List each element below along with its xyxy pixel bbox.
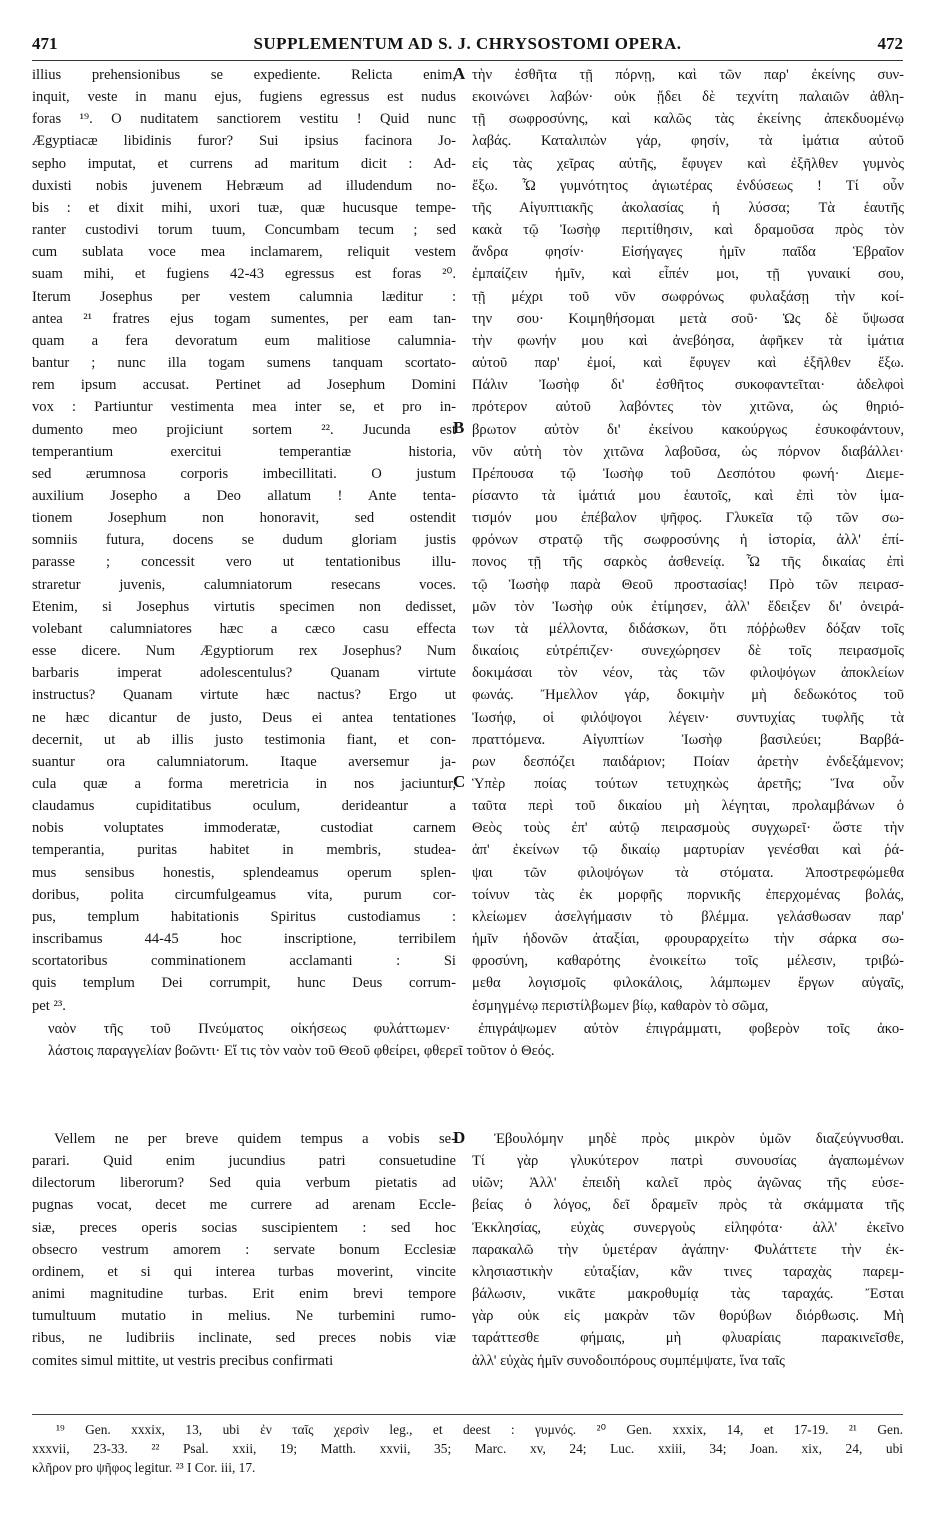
latin-text-line: illius prehensionibus se expediente. Relicta enim, [32,67,456,83]
greek-text-line: τῇ μέχρι τοῦ νῦν σωφρόνως φυλαξάσῃ τὴν κοί- [472,288,904,305]
latin-text-line: decernit, ut ab illis justo testimonia fiant, et con- [32,731,456,748]
greek-text-line: Ἐβουλόμην μηδὲ πρὸς μικρὸν ὑμῶν διαζεύγνυσθαι. [494,1131,904,1147]
greek-text-line: πονος τῇ τῆς σαρκὸς ἀσθενείᾳ. Ὦ τῆς δικαίας ἐπὶ [472,554,904,571]
latin-text-line: parari. Quid enim jucundius patri consuetudine [32,1153,456,1170]
latin-text-line: ne hæc dicantur de justo, Deus ei antea tentationes [32,709,456,726]
latin-text-line: bis : et dixit mihi, uxori tuæ, quæ hucusque tempe- [32,199,456,216]
latin-column-top [32,64,456,1017]
latin-text-line: esse dicere. Num Ægyptiorum rex Josephus? Num [32,643,456,660]
latin-text-line: vox : Partiuntur vestimenta mea inter se, et pro in- [32,399,456,416]
greek-text-line: βρωτον αὐτὸν δι' ἐκείνου κακούργως ἐσυκοφάντουν, [472,421,904,438]
latin-text-line: antea ²¹ fratres ejus togam sumentes, per eam tan- [32,310,456,327]
latin-text-line: nobis voluptates immoderatæ, custodiat carnem [32,820,456,837]
greek-text-line: υἱῶν; Ἀλλ' ἐπειδὴ καλεῖ πρὸς ἀγῶνας τῆς εὐσε- [472,1175,904,1192]
greek-text-line: κλησιαστικὴν εὐταξίαν, κἂν τινες ταραχὰς παρεμ- [472,1263,904,1280]
page-header [32,34,903,61]
greek-text-line: ἐμπαίζειν ἡμῖν, καὶ εἶπέν μοι, τῇ γυναικί σου, [472,266,904,283]
latin-text-line: auxilium Josepho a Deo allatum ! Ante tenta- [32,487,456,504]
latin-text-line: foras ¹⁹. O nuditatem sanctiorem vestitu ! Quid nunc [32,111,456,128]
greek-text-line: ἀλλ' εὐχὰς ἡμῖν συνοδοιπόρους συμπέμψατε, ἵνα ταῖς [472,1352,785,1369]
greek-text-line: παρακαλῶ τὴν ὑμετέραν ἀγάπην· Φυλάττετε τὴν ἐκ- [472,1241,904,1258]
footnote-line: ¹⁹ Gen. xxxix, 13, ubi ἐν ταῖς χερσὶν leg., et deest : γυμνός. ²⁰ Gen. xxxix, 14, et 17-19. ²¹ Gen. [56,1422,903,1437]
running-title: SUPPLEMENTUM AD S. J. CHRYSOSTOMI OPERA. [253,34,682,53]
greek-text-line: εἰς τὰς χεῖρας αὐτῆς, ἔφυγεν καὶ ἐξῆλθεν γυμνὸς [472,155,904,172]
section-marker-a: A [453,64,466,83]
latin-text-line: quam a fera devoratum eum malitiose calumnia- [32,332,456,349]
page-number-right: 472 [877,34,903,53]
greek-text-line: την σου· Κοιμηθήσομαι μετὰ σοῦ· Ὡς δὲ ὕψωσα [472,310,904,327]
latin-text-line: animi magnitudine turbas. Erit enim brevi tempore [32,1286,456,1303]
latin-text-line: doribus, polita circumfulgeamus vita, purum cor- [32,886,456,903]
greek-text-line: τὴν φωνήν μου καὶ ἀνεβόησα, ἀφῆκεν τὰ ἱμάτια [472,332,904,349]
latin-text-line: instructus? Quanam virtute hæc nactus? Ergo ut [32,687,456,704]
greek-text-line: τοίνυν τὰς ἐκ μορφῆς πορνικῆς ἐπερχομένας βολάς, [472,886,904,903]
latin-text-line: duxisti nobis juvenem Hebræum ad illudendum no- [32,177,456,194]
greek-text-line: Ὑπὲρ ποίας τούτων τετυχηκὼς ἀρετῆς; Ἵνα οὖν [472,776,904,792]
footnote-line: κλῆρον pro ψῆφος legitur. ²³ I Cor. iii, 17. [32,1460,256,1475]
greek-text-line: φρόνων στρατῷ τῆς σωφροσύνης ἡ ἱστορία, ἀλλ' ἐπί- [472,532,904,549]
latin-text-line: inscribamus 44-45 hoc inscriptione, terribilem [32,931,456,948]
section-marker-c: C [453,772,466,791]
greek-spanning-text [48,1018,904,1062]
greek-text-line: ρων δεσπόζει παιδάριον; Ποίαν ἀρετὴν ἐνδεξάμενον; [472,753,904,770]
greek-text-line: των τὰ μέλλοντα, διδάσκων, ὅτι πόῤῥωθεν δόξαν τοῖς [472,620,904,637]
greek-text-line: Τί γὰρ γλυκύτερον πατρὶ συνουσίας ἀγαπωμένων [472,1153,904,1170]
latin-text-line: tionem Josephum non honoravit, sed ostendit [32,510,456,527]
greek-text-line: ρίσαντο τὰ ἱμάτιά μου ἑαυτοῖς, καὶ ἐπὶ τὸν ἱμα- [472,487,904,504]
latin-text-line: bantur ; nunc illa togam sumens tanquam scortato- [32,355,456,372]
latin-text-line: suantur ora calumniatorum. Itaque aversemur ja- [32,753,456,770]
latin-text-line: somniis futura, docens se dudum gloriam justis [32,532,456,549]
latin-column-bottom [32,1128,456,1372]
greek-span-text-line: λάστοις παραγγελίαν βοῶντι· Εἴ τις τὸν ναὸν τοῦ Θεοῦ φθείρει, φθερεῖ τοῦτον ὁ Θεός. [48,1043,555,1059]
greek-text-line: Ἰωσήφ, οἱ φιλόψογοι λέγειν· συντυχίας τυφλῆς τὰ [472,709,904,726]
latin-text-line: pet ²³. [32,997,66,1014]
greek-text-line: Θεὸς τοὺς ἐπ' αὐτῷ πειρασμοὺς συγχωρεῖ· ὥστε τὴν [472,820,904,837]
section-marker-b: B [453,418,465,437]
latin-text-line: sed ærumnosa corporis imbecillitati. O justum [32,465,456,482]
greek-text-line: φροσύνη, καθαρότης ἐνοικείτω τοῖς μέλεσιν, τριβώ- [472,953,904,970]
greek-text-line: ταῦτα περὶ τοῦ δικαίου μὴ λέγηται, προλαμβάνων ὁ [472,798,904,815]
greek-text-line: κακὰ τῷ Ἰωσὴφ περιτίθησιν, καὶ δραμοῦσα πρὸς τὸν [472,222,904,239]
greek-text-line: πραττόμενα. Αἰγυπτίων Ἰωσὴφ βασιλεύει; Βαρβά- [472,731,904,748]
greek-text-line: πρότερον αὐτοῦ λαβόντες τὸν χιτῶνα, ὡς θηριό- [472,399,904,416]
greek-text-line: μῶν τὸν Ἰωσὴφ οὐκ ἐτίμησεν, ἀλλ' ἔδειξεν δι' ὀνειρά- [472,598,904,615]
greek-text-line: βάλωσιν, νικᾶτε μακροθυμίᾳ τὰς ταραχάς. Ἔσται [472,1286,904,1303]
latin-text-line: ranter custodivi torum tuum, Concumbam tecum ; sed [32,222,456,239]
greek-text-line: ἀπ' ἐκείνων τῷ δικαίῳ μαρτυρίαν γενέσθαι καὶ ῥά- [472,842,904,859]
latin-text-line: Etenim, si Josephus virtutis specimen non dedisset, [32,598,456,615]
greek-text-line: δικαίοις εὐτρέπιζεν· συνεχώρησεν δὲ τοῖς πειρασμοῖς [472,643,904,660]
greek-text-line: τῷ Ἰωσὴφ παρὰ Θεοῦ προστασίας! Πρὸ τῶν πειρασ- [472,576,904,593]
latin-text-line: temperantium exercitui temperantiæ historia, [32,443,456,460]
greek-text-line: ψαι τῶν φιλοψόγων τὰ στόματα. Ἀποστρεφώμεθα [472,864,904,881]
greek-text-line: μεθα λογισμοῖς φιλοκάλοις, λάμπωμεν ἔργων αὐγαῖς, [472,975,904,992]
latin-text-line: barbaris imperat adolescentulus? Quanam virtute [32,665,456,682]
greek-text-line: βείας ὁ λόγος, δεῖ δραμεῖν πρὸς τὰ σκάμματα τῆς [472,1197,904,1214]
greek-text-line: ἔξω. Ὦ γυμνότητος ἁγιωτέρας ἐνδύσεως ! Τί οὖν [472,177,904,194]
latin-text-line: tumultuum mutatio in melius. Ne turbemini rumo- [32,1308,456,1325]
greek-text-line: τὴν ἐσθῆτα τῇ πόρνῃ, καὶ τῶν παρ' ἐκείνης συν- [472,67,904,83]
greek-text-line: ταράττεσθε φήμαις, μὴ φλυαρίαις παρακινεῖσθε, [472,1330,904,1347]
greek-text-line: λαβάς. Καταλιπὼν γάρ, φησίν, τὰ ἱμάτια αὐτοῦ [472,133,904,150]
latin-text-line: cum sublata voce mea inclamarem, reliquit vestem [32,244,456,261]
greek-text-line: δοκιμάσαι τὸν νέον, τὰς τῶν φιλοψόγων ἀποκλείων [472,665,904,682]
greek-text-line: φωνάς. Ἤμελλον γάρ, δοκιμὴν μὴ δεδωκότος τοῦ [472,687,904,704]
latin-text-line: pus, templum habitationis Spiritus custodiamus : [32,908,456,925]
greek-text-line: τῇ σωφροσύνης, καὶ καλῶς τὰς ἐκείνης ἀπεκδυομένῳ [472,111,904,128]
latin-text-line: rem ipsum accusat. Pertinet ad Josephum Domini [32,377,456,394]
greek-span-text-line: ναὸν τῆς τοῦ Πνεύματος οἰκήσεως φυλάττωμεν· ἐπιγράψωμεν αὐτὸν ἐπιγράμματι, φοβερὸν τοῖς ἀκο- [48,1021,904,1037]
latin-text-line: Iterum Josephus per vestem calumnia læditur : [32,288,456,305]
latin-text-line: siæ, preces operis socias suscipientem : sed hoc [32,1219,456,1236]
greek-column-top [472,64,904,1017]
greek-text-line: κλείωμεν ἀσελγήμασιν τὸ βλέμμα. γελάσθωσαν παρ' [472,908,904,925]
greek-column-bottom [472,1128,904,1372]
latin-text-line: cula quæ a forma meretricia in nos jaciuntur, [32,776,456,792]
page-number-left: 471 [32,34,58,53]
latin-text-line: inquit, veste in manu ejus, fugiens egressus est nudus [32,89,456,106]
latin-text-line: scortatoribus comminationem acclamanti : Si [32,953,456,970]
footnotes [32,1420,903,1477]
latin-text-line: suam mihi, et fugiens 42-43 egressus est foras ²⁰. [32,266,456,283]
greek-text-line: ἐσμηγμένῳ περιστίλβωμεν βίῳ, καθαρὸν τὸ σῶμα, [472,997,769,1014]
latin-text-line: mus sensibus honestis, splendeamus operum splen- [32,864,456,881]
greek-text-line: εκοινώνει λαβών· οὐκ ᾔδει δὲ τεχνίτη παλαιῶν ἀθλη- [472,89,904,106]
latin-text-line: ordinem, et si qui interea turbas moverint, vincite [32,1263,456,1280]
footnote-line: xxxvii, 23-33. ²² Psal. xxii, 19; Matth. xxvii, 35; Marc. xv, 24; Luc. xxiii, 34; Joan. xix, 24, ubi [32,1441,903,1456]
latin-text-line: Ægyptiacæ libidinis furor? Sui ipsius facinora Jo- [32,133,456,150]
greek-text-line: αὐτοῦ παρ' ἐμοί, καὶ ἔφυγεν καὶ ἐξῆλθεν ἔξω. [472,355,904,372]
latin-text-line: dumento meo projiciunt sortem ²². Jucunda est [32,421,456,438]
greek-text-line: Πάλιν Ἰωσὴφ δι' ἐσθῆτος συκοφαντεῖται· ἀδελφοὶ [472,377,904,394]
greek-text-line: ἡμῖν ἡδονῶν ἀταξίαι, φρουραρχείτω τὴν σάρκα σω- [472,931,904,948]
greek-text-line: Πρέπουσα τῷ Ἰωσὴφ τοῦ Δεσπότου φωνή· Διεμε- [472,465,904,482]
latin-text-line: comites simul mittite, ut vestris precibus confirmati [32,1352,334,1369]
latin-text-line: volebant calumniatores hæc a cæco casu effecta [32,620,456,637]
latin-text-line: temperantia, puritas habitet in membris, studea- [32,842,456,859]
greek-text-line: τισμόν μου ἐπέβαλον ψῆφος. Γλυκεῖα τῷ τῶν σω- [472,510,904,527]
latin-text-line: claudamus cupiditatibus oculum, derideantur a [32,798,456,815]
greek-text-line: γὰρ οὐκ εἰς μακρὰν τῶν θορύβων διόρθωσις. Μὴ [472,1308,904,1325]
latin-text-line: parasse ; concessit vero ut tentationibus illu- [32,554,456,571]
greek-text-line: νῦν αὐτὴ τὸν χιτῶνα λαβοῦσα, ὡς πόρνον διαβάλλει· [472,443,904,460]
latin-text-line: straretur juvenis, calumniatorum resecans voces. [32,576,456,593]
latin-text-line: quis templum Dei corrumpit, hunc Deus corrum- [32,975,456,992]
latin-text-line: Vellem ne per breve quidem tempus a vobis se- [54,1131,456,1147]
latin-text-line: pugnas vocat, decet me currere ad arenam Eccle- [32,1197,456,1214]
latin-text-line: ribus, ne ludibriis inclinate, sed preces nobis viæ [32,1330,456,1347]
greek-text-line: Ἐκκλησίας, εὐχὰς συνεργοὺς εἰληφότα· ἀλλ' ἐκεῖνο [472,1219,904,1236]
latin-text-line: obsecro vestrum amorem : servate bonum Ecclesiæ [32,1241,456,1258]
latin-text-line: dilectorum liberorum? Sed quia verbum pietatis ad [32,1175,456,1192]
greek-text-line: τῆς Αἰγυπτιακῆς ἀκολασίας ἡ λύσσα; Τὰ ἑαυτῆς [472,199,904,216]
footnote-rule [32,1414,903,1415]
latin-text-line: sepho imputat, et currens ad maritum dicit : Ad- [32,155,456,172]
section-marker-d: D [453,1128,466,1147]
greek-text-line: ἄνδρα φησίν· Εἰσήγαγες ἡμῖν παῖδα Ἑβραῖον [472,244,904,261]
